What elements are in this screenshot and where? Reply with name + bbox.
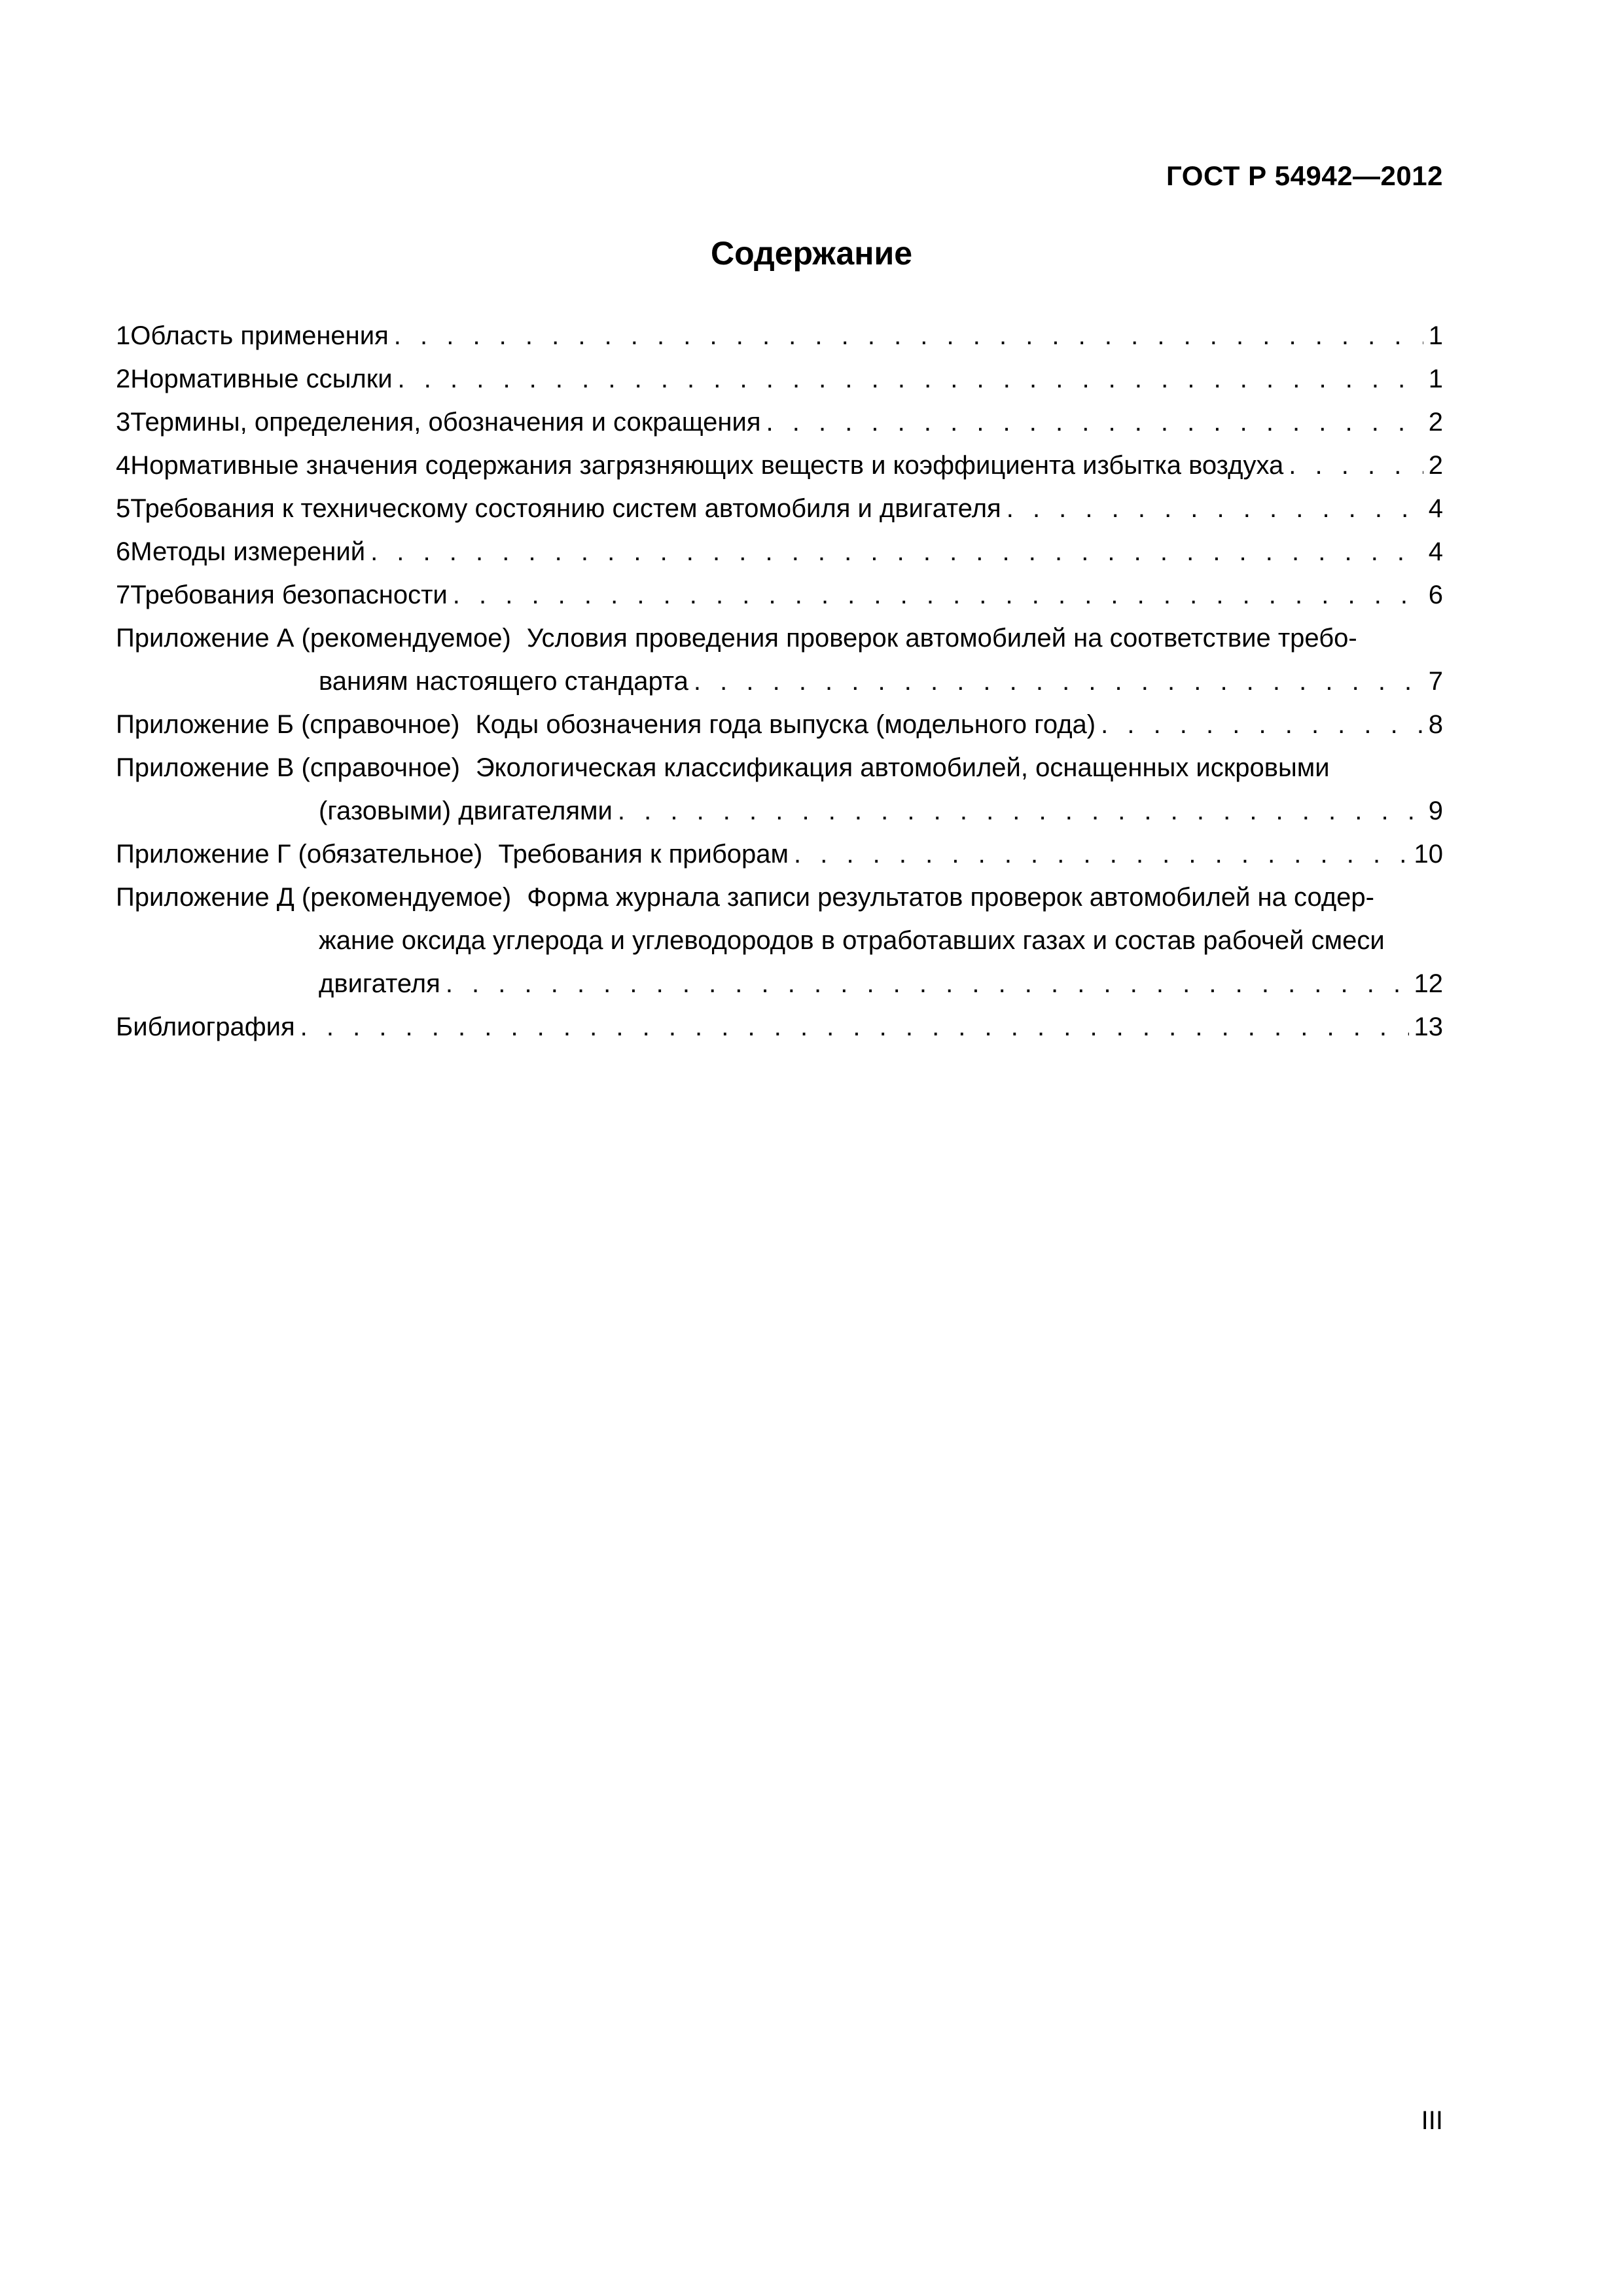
appendix-label: Приложение Б (справочное) xyxy=(116,710,460,739)
toc-entry-6[interactable] xyxy=(116,530,1443,573)
dot-leader xyxy=(394,314,1423,357)
appendix-title-line-1: Экологическая классификация автомобилей, оснащенных искровыми xyxy=(475,753,1330,782)
appendix-title-line-2: жание оксида углерода и углеводородов в отработавших газах и состав рабочей смеси xyxy=(319,926,1385,955)
appendix-label: Приложение А (рекомендуемое) xyxy=(116,624,511,653)
toc-entry-number: 5 xyxy=(116,494,131,523)
toc-entry-number: 1 xyxy=(116,321,131,350)
toc-entry-4[interactable] xyxy=(116,444,1443,487)
toc-entry-2[interactable] xyxy=(116,357,1443,401)
toc-entry-title: Область применения xyxy=(130,321,389,350)
dot-leader xyxy=(453,573,1423,617)
toc-bibliography[interactable] xyxy=(116,1005,1443,1049)
dot-leader xyxy=(446,962,1409,1005)
table-of-contents xyxy=(116,314,1443,1049)
toc-entry-page: 2 xyxy=(1428,408,1443,437)
appendix-title-line-2: (газовыми) двигателями xyxy=(319,797,613,825)
toc-entry-title: Методы измерений xyxy=(130,537,366,566)
appendix-title-line-3: двигателя xyxy=(319,969,440,998)
toc-entry-number: 6 xyxy=(116,537,131,566)
appendix-page: 8 xyxy=(1428,710,1443,739)
toc-appendix-a[interactable] xyxy=(116,617,1443,703)
appendix-title-line-1: Условия проведения проверок автомобилей на соответствие требо- xyxy=(526,624,1357,653)
page-title: Содержание xyxy=(710,235,913,272)
dot-leader xyxy=(300,1005,1409,1049)
document-code: ГОСТ Р 54942—2012 xyxy=(1166,160,1443,191)
toc-entry-5[interactable] xyxy=(116,487,1443,530)
toc-entry-page: 4 xyxy=(1428,494,1443,523)
appendix-title-line-2: ваниям настоящего стандарта xyxy=(319,667,688,696)
dot-leader xyxy=(1101,703,1423,746)
toc-entry-title: Требования к техническому состоянию систем автомобиля и двигателя xyxy=(130,494,1001,523)
toc-entry-1[interactable] xyxy=(116,314,1443,357)
toc-entry-number: 3 xyxy=(116,408,131,437)
dot-leader xyxy=(398,357,1423,401)
dot-leader xyxy=(794,833,1409,876)
dot-leader xyxy=(694,660,1423,703)
appendix-label: Приложение Г (обязательное) xyxy=(116,840,483,869)
toc-entry-page: 6 xyxy=(1428,581,1443,609)
toc-entry-page: 1 xyxy=(1428,321,1443,350)
appendix-page: 12 xyxy=(1414,969,1443,998)
dot-leader xyxy=(370,530,1423,573)
toc-entry-7[interactable] xyxy=(116,573,1443,617)
appendix-label: Приложение Д (рекомендуемое) xyxy=(116,883,512,912)
toc-entry-number: 4 xyxy=(116,451,131,480)
toc-entry-title: Термины, определения, обозначения и сокращения xyxy=(130,408,761,437)
dot-leader xyxy=(1007,487,1423,530)
toc-entry-number: 2 xyxy=(116,365,131,393)
appendix-page: 10 xyxy=(1414,840,1443,869)
toc-entry-page: 1 xyxy=(1428,365,1443,393)
appendix-title-line-1: Коды обозначения года выпуска (модельного года) xyxy=(475,710,1096,739)
dot-leader xyxy=(618,789,1423,833)
appendix-page: 7 xyxy=(1428,667,1443,696)
toc-entry-title: Нормативные ссылки xyxy=(130,365,393,393)
toc-entry-page: 2 xyxy=(1428,451,1443,480)
appendix-label: Приложение В (справочное) xyxy=(116,753,460,782)
appendix-page: 9 xyxy=(1428,797,1443,825)
toc-appendix-v[interactable] xyxy=(116,746,1443,833)
bibliography-page: 13 xyxy=(1414,1013,1443,1041)
toc-appendix-d[interactable] xyxy=(116,876,1443,1005)
appendix-title-line-1: Форма журнала записи результатов проверок автомобилей на содер- xyxy=(527,883,1374,912)
page-number: III xyxy=(1421,2106,1443,2135)
toc-appendix-b[interactable] xyxy=(116,703,1443,746)
toc-entry-3[interactable] xyxy=(116,401,1443,444)
toc-entry-number: 7 xyxy=(116,581,131,609)
dot-leader xyxy=(1289,444,1423,487)
dot-leader xyxy=(766,401,1423,444)
toc-appendix-g[interactable] xyxy=(116,833,1443,876)
toc-entry-page: 4 xyxy=(1428,537,1443,566)
toc-entry-title: Требования безопасности xyxy=(130,581,448,609)
appendix-title-line-1: Требования к приборам xyxy=(498,840,789,869)
toc-entry-title: Нормативные значения содержания загрязняющих веществ и коэффициента избытка воздуха xyxy=(130,451,1284,480)
bibliography-title: Библиография xyxy=(116,1013,295,1041)
